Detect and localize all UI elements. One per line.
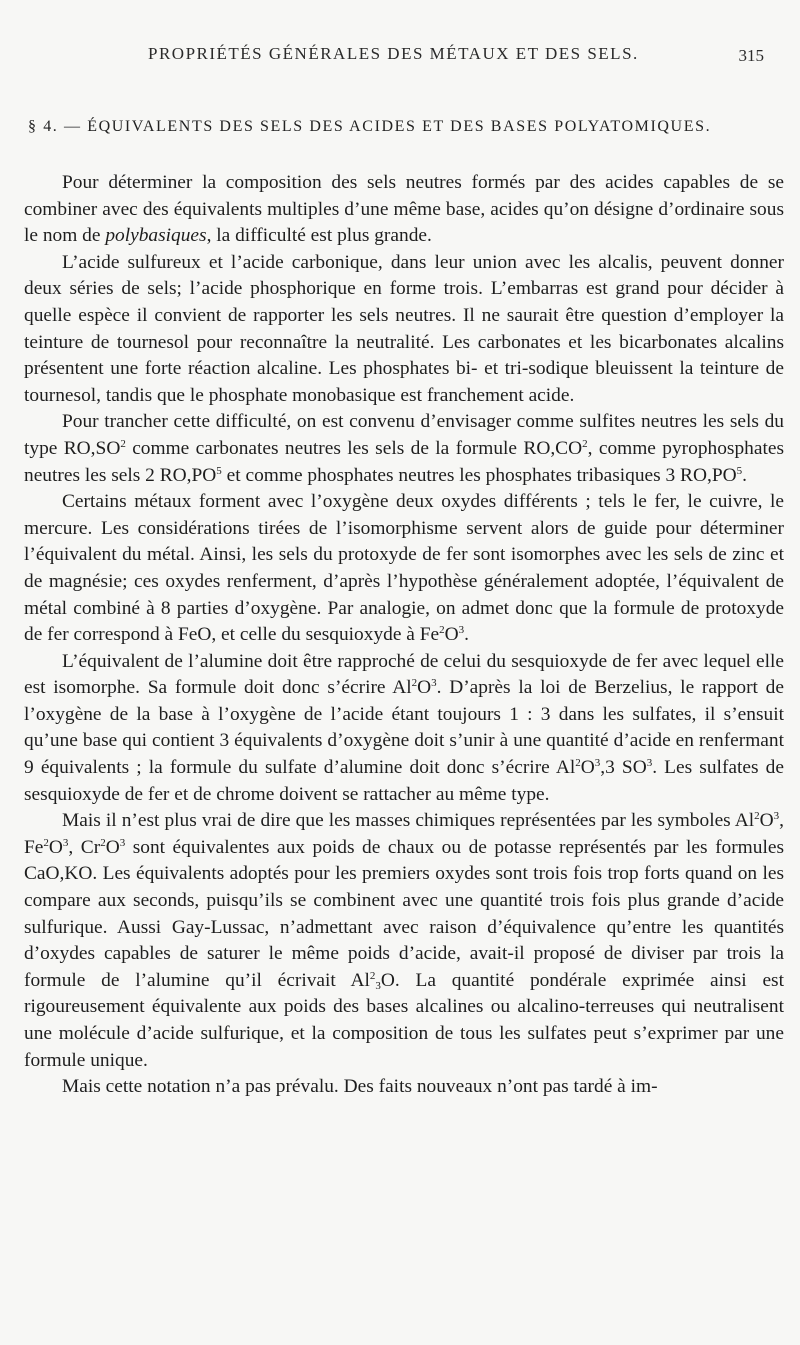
paragraph-1: Pour déterminer la composition des sels neutres formés par des acides capables de se combiner avec des équivalents multiples d’une même base, acides qu’on désigne d’ordinaire sous le nom de polybasiques, la difficulté est plus grande. [24,172,784,247]
paragraph-5: L’équivalent de l’alumine doit être rapproché de celui du sesquioxyde de fer avec lequel elle est isomorphe. Sa formule doit donc s’écrire $Al^2O^3$. D’après la loi de Berzelius, le rapport de l’oxygène de la base à l’oxygène de l’acide étant toujours 1 : 3 dans les sulfates, il s’ensuit qu’une base qui contient 3 équivalents d’oxygène doit s’unir à une quantité d’acide en renfermant 9 équivalents ; la formule du sulfate d’alumine doit donc s’écrire $Al^2O^3,3$ $SO^3$. Les sulfates de sesquioxyde de fer et de chrome doivent se rattacher au même type. [24,650,784,805]
running-head: PROPRIÉTÉS GÉNÉRALES DES MÉTAUX ET DES SELS. [148,44,639,63]
paragraph-7: Mais cette notation n’a pas prévalu. Des faits nouveaux n’ont pas tardé à im- [62,1076,658,1098]
section-heading: § 4. — ÉQUIVALENTS DES SELS DES ACIDES ET DES BASES POLYATOMIQUES. [28,118,712,135]
paragraph-6: Mais il n’est plus vrai de dire que les masses chimiques représentées par les symboles $Al^2O^3$, $Fe^2O^3$, $Cr^2O^3$ sont équivalentes aux poids de chaux ou de potasse représentés par les formules CaO,KO. Les équivalents adoptés pour les premiers oxydes sont trois fois trop forts quand on les compare aux seconds, puisqu’ils se combinent avec une quantité trois fois plus grande d’acide sulfurique. Aussi Gay-Lussac, n’admettant avec raison d’équivalence qu’entre les quantités d’oxydes capables de saturer le même poids d’acide, avait-il proposé de diviser par trois la formule de l’alumine qu’il écrivait $Al^2_3O$. La quantité pondérale exprimée ainsi est rigoureusement équivalente aux poids des bases alcalines ou alcalino-terreuses qui neutralisent une molécule d’acide sulfurique, et la composition de tous les sulfates peut s’exprimer par une formule unique. [24,810,784,1071]
body-text [24,170,784,1101]
term-polybasiques: polybasiques [105,225,207,247]
paragraph-4: Certains métaux forment avec l’oxygène deux oxydes différents ; tels le fer, le cuivre, le mercure. Les considérations tirées de l’isomorphisme servent alors de guide pour déterminer l’équivalent du métal. Ainsi, les sels du protoxyde de fer sont isomorphes avec les sels de zinc et de magnésie; ces oxydes renferment, d’après l’hypothèse généralement adoptée, l’équivalent de métal combiné à 8 parties d’oxygène. Par analogie, on admet donc que la formule de protoxyde de fer correspond à FeO, et celle du sesquioxyde à $Fe^2O^3$. [24,491,784,646]
page-number: 315 [738,46,764,65]
paragraph-3: Pour trancher cette difficulté, on est convenu d’envisager comme sulfites neutres les sels du type $RO,SO^2$ comme carbonates neutres les sels de la formule $RO,CO^2$, comme pyrophosphates neutres les sels 2 $RO,PO^5$ et comme phosphates neutres les phosphates tribasiques 3 $RO,PO^5$. [24,411,784,486]
paragraph-2: L’acide sulfureux et l’acide carbonique, dans leur union avec les alcalis, peuvent donner deux séries de sels; l’acide phosphorique en forme trois. L’embarras est grand pour décider à quelle espèce il convient de rapporter les sels neutres. Il ne saurait être question d’employer la teinture de tournesol pour reconnaître la neutralité. Les carbonates et les bicarbonates alcalins présentent une forte réaction alcaline. Les phosphates bi- et tri-sodique bleuissent la teinture de tournesol, tandis que le phosphate monobasique est franchement acide. [24,251,784,406]
